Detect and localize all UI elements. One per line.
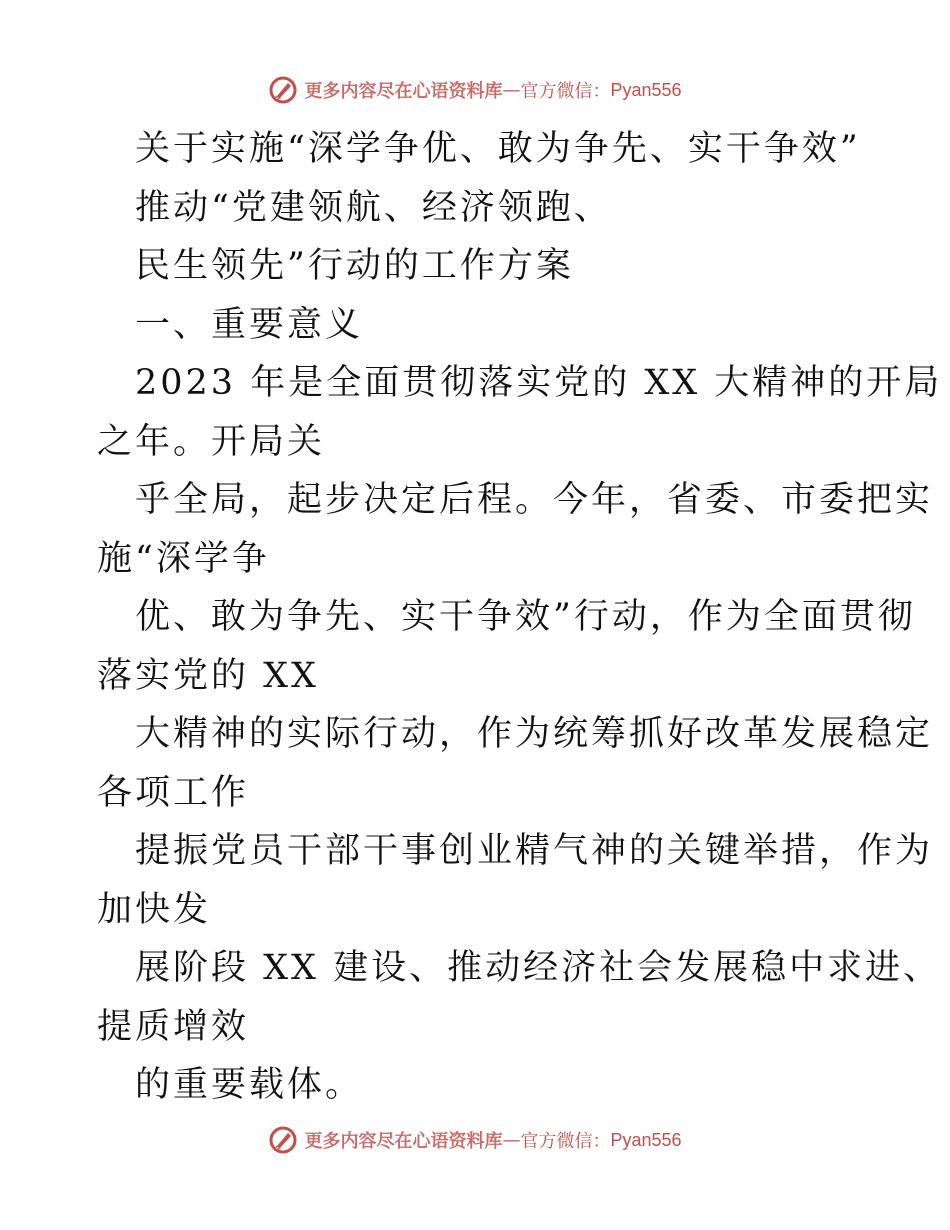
paragraph-line: 加快发 [97, 889, 212, 930]
watermark-label: 官方微信： [520, 1131, 611, 1152]
paragraph-line: 之年。开局关 [97, 421, 326, 462]
title-line-1: 关于实施“深学争优、敢为争先、实干争效” [135, 129, 861, 169]
paragraph-line: 提振党员干部干事创业精气神的关键举措，作为 [135, 831, 934, 871]
paragraph-line: 施“深学争 [97, 538, 270, 579]
paragraph-line: 落实党的 XX [97, 655, 319, 696]
watermark-dash: — [502, 1129, 521, 1151]
watermark-brand: 更多内容尽在心语资料库 [304, 81, 503, 102]
paragraph-line: 大精神的实际行动，作为统筹抓好改革发展稳定 [135, 714, 934, 754]
footer-watermark [0, 1120, 950, 1160]
watermark-label: 官方微信： [520, 81, 611, 102]
watermark-dash: — [502, 79, 521, 101]
watermark-id: Pyan556 [610, 1129, 682, 1150]
pen-circle-icon [268, 1125, 298, 1155]
paragraph-line: 展阶段 XX 建设、推动经济社会发展稳中求进、 [135, 948, 942, 988]
section-heading: 一、重要意义 [135, 304, 364, 345]
paragraph-line: 2023 年是全面贯彻落实党的 XX 大精神的开局 [135, 363, 943, 403]
paragraph-line: 优、敢为争先、实干争效”行动，作为全面贯彻 [135, 597, 916, 637]
paragraph-line: 乎全局，起步决定后程。今年，省委、市委把实 [135, 480, 934, 520]
pen-circle-icon [268, 75, 298, 105]
paragraph-line: 的重要载体。 [135, 1065, 364, 1105]
paragraph-line: 各项工作 [97, 772, 250, 813]
header-watermark [0, 70, 950, 110]
title-line-2: 推动“党建领航、经济领跑、 [135, 187, 612, 228]
paragraph-line: 提质增效 [97, 1006, 250, 1047]
watermark-id: Pyan556 [610, 79, 682, 100]
document-body [97, 120, 943, 1115]
watermark-brand: 更多内容尽在心语资料库 [304, 1131, 503, 1152]
title-line-3: 民生领先”行动的工作方案 [135, 246, 574, 286]
